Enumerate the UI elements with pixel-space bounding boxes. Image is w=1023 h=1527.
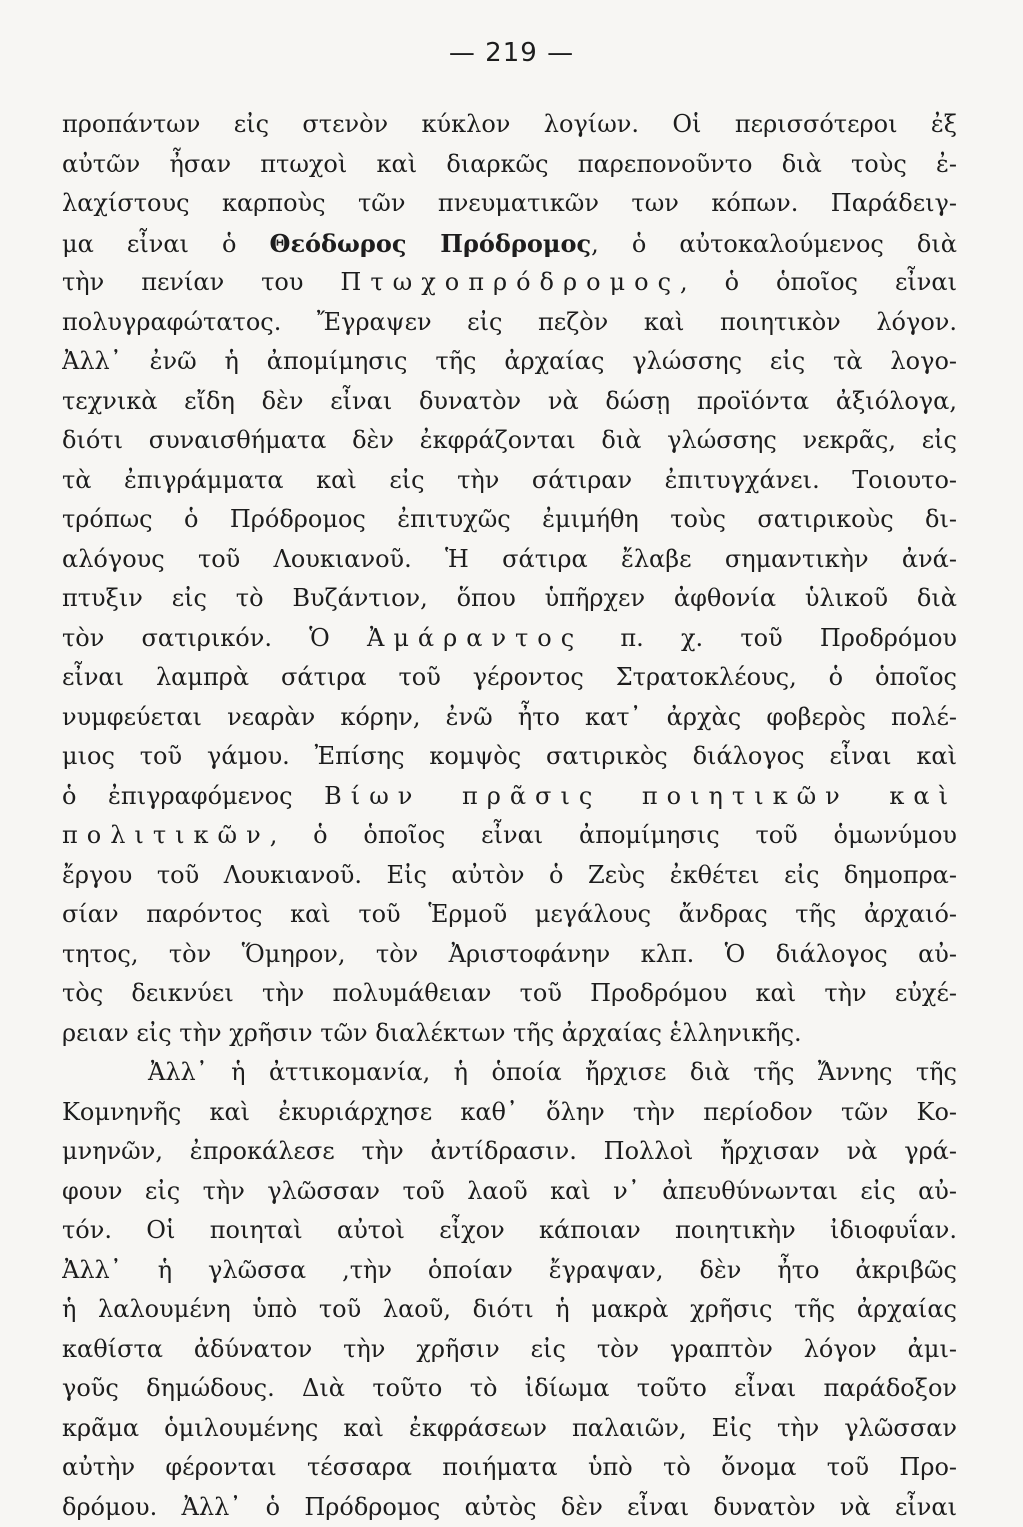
text-line: Ἀλλ᾿ ἡ ἀττικομανία, ἡ ὁποία ἤρχισε διὰ τῆς Ἄννης τῆς [62,1053,957,1093]
text-line: ὁ ἐπιγραφόμενος Βίων πρᾶσις ποιητικῶν καὶ [62,777,957,817]
text-line: ἔργου τοῦ Λουκιανοῦ. Εἰς αὐτὸν ὁ Ζεὺς ἐκθέτει εἰς δημοπρα- [62,856,957,896]
text-line: φουν εἰς τὴν γλῶσσαν τοῦ λαοῦ καὶ ν᾿ ἀπευθύνωνται εἰς αὐ- [62,1172,957,1212]
text-line: αὐτὴν φέρονται τέσσαρα ποιήματα ὑπὸ τὸ ὄνομα τοῦ Προ- [62,1448,957,1488]
bold-name: Θεόδωρος Πρόδρομος [270,229,592,258]
spaced-title: Βίων πρᾶσις ποιητικῶν καὶ [324,782,957,810]
text-line: τρόπως ὁ Πρόδρομος ἐπιτυχῶς ἐμιμήθη τοὺς σατιρικοὺς δι- [62,500,957,540]
text-line: πτυξιν εἰς τὸ Βυζάντιον, ὅπου ὑπῆρχεν ἀφθονία ὑλικοῦ διὰ [62,579,957,619]
text-line: διότι συναισθήματα δὲν ἐκφράζονται διὰ γλώσσης νεκρᾶς, εἰς [62,421,957,461]
text-line: ρειαν εἰς τὴν χρῆσιν τῶν διαλέκτων τῆς ἀρχαίας ἑλληνικῆς. [62,1014,957,1054]
text-line: εἶναι λαμπρὰ σάτιρα τοῦ γέροντος Στρατοκλέους, ὁ ὁποῖος [62,658,957,698]
text-line: μα εἶναι ὁ Θεόδωρος Πρόδρομος, ὁ αὐτοκαλούμενος διὰ [62,224,957,264]
text-line: Κομνηνῆς καὶ ἐκυριάρχησε καθ᾿ ὅλην τὴν περίοδον τῶν Κο- [62,1093,957,1133]
text-line: μνηνῶν, ἐπροκάλεσε τὴν ἀντίδρασιν. Πολλοὶ ἤρχισαν νὰ γρά- [62,1132,957,1172]
page-number: — 219 — [0,38,1023,68]
text-line: τὰ ἐπιγράμματα καὶ εἰς τὴν σάτιραν ἐπιτυγχάνει. Τοιουτο- [62,461,957,501]
spaced-title: πολιτικῶν [62,821,270,849]
text-line: γοῦς δημώδους. Διὰ τοῦτο τὸ ἰδίωμα τοῦτο εἶναι παράδοξον [62,1369,957,1409]
spaced-title: Πτωχοπρόδρομος [340,268,680,296]
text-line: τὸς δεικνύει τὴν πολυμάθειαν τοῦ Προδρόμου καὶ τὴν εὐχέ- [62,974,957,1014]
text-line: αὐτῶν ἦσαν πτωχοὶ καὶ διαρκῶς παρεπονοῦντο διὰ τοὺς ἐ- [62,145,957,185]
text-line: τεχνικὰ εἴδη δὲν εἶναι δυνατὸν νὰ δώσῃ προϊόντα ἀξιόλογα, [62,382,957,422]
body-text [62,105,957,1527]
text-line: ἡ λαλουμένη ὑπὸ τοῦ λαοῦ, διότι ἡ μακρὰ χρῆσις τῆς ἀρχαίας [62,1290,957,1330]
text-line: κρᾶμα ὁμιλουμένης καὶ ἐκφράσεων παλαιῶν, Εἰς τὴν γλῶσσαν [62,1409,957,1449]
text-line: τὸν σατιρικόν. Ὁ Ἀμάραντος π. χ. τοῦ Προδρόμου [62,619,957,659]
text-line: πολιτικῶν, ὁ ὁποῖος εἶναι ἀπομίμησις τοῦ ὁμωνύμου [62,816,957,856]
text-line: πολυγραφώτατος. Ἔγραψεν εἰς πεζὸν καὶ ποιητικὸν λόγον. [62,303,957,343]
text-line: τὴν πενίαν του Πτωχοπρόδρομος, ὁ ὁποῖος εἶναι [62,263,957,303]
spaced-title: Ἀμάραντος [367,624,583,652]
text-line: τόν. Οἱ ποιηταὶ αὐτοὶ εἶχον κάποιαν ποιητικὴν ἰδιοφυΐαν. [62,1211,957,1251]
text-line: νυμφεύεται νεαρὰν κόρην, ἐνῶ ἦτο κατ᾿ ἀρχὰς φοβερὸς πολέ- [62,698,957,738]
text-line: δρόμου. Ἀλλ᾿ ὁ Πρόδρομος αὐτὸς δὲν εἶναι δυνατὸν νὰ εἶναι [62,1488,957,1527]
text-line: μιος τοῦ γάμου. Ἐπίσης κομψὸς σατιρικὸς διάλογος εἶναι καὶ [62,737,957,777]
text-line: τητος, τὸν Ὅμηρον, τὸν Ἀριστοφάνην κλπ. Ὁ διάλογος αὐ- [62,935,957,975]
text-line: Ἀλλ᾿ ἐνῶ ἡ ἀπομίμησις τῆς ἀρχαίας γλώσσης εἰς τὰ λογο- [62,342,957,382]
text-line: Ἀλλ᾿ ἡ γλῶσσα ,τὴν ὁποίαν ἔγραψαν, δὲν ἦτο ἀκριβῶς [62,1251,957,1291]
text-line: σίαν παρόντος καὶ τοῦ Ἑρμοῦ μεγάλους ἄνδρας τῆς ἀρχαιό- [62,895,957,935]
text-line: προπάντων εἰς στενὸν κύκλον λογίων. Οἱ περισσότεροι ἐξ [62,105,957,145]
text-line: αλόγους τοῦ Λουκιανοῦ. Ἡ σάτιρα ἔλαβε σημαντικὴν ἀνά- [62,540,957,580]
text-line: λαχίστους καρποὺς τῶν πνευματικῶν των κόπων. Παράδειγ- [62,184,957,224]
text-line: καθίστα ἀδύνατον τὴν χρῆσιν εἰς τὸν γραπτὸν λόγον ἀμι- [62,1330,957,1370]
